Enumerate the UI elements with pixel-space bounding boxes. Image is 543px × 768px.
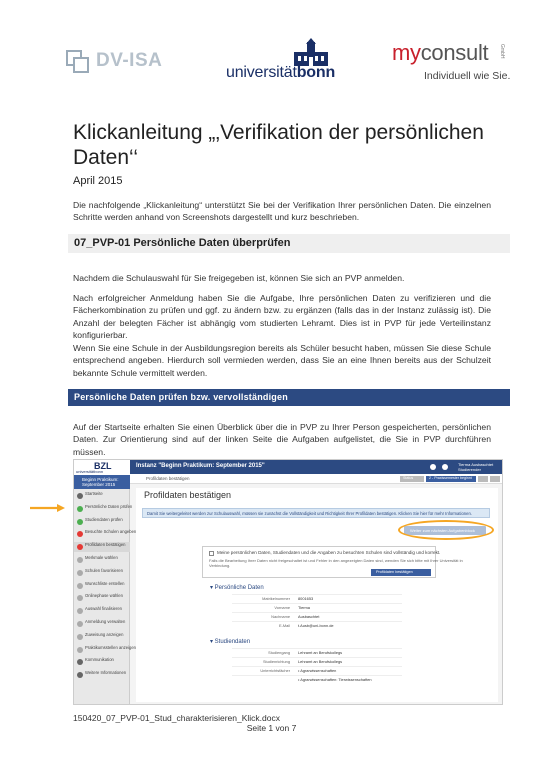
screenshot-steps [400,476,500,482]
sidebar-item[interactable] [74,644,136,655]
dvisa-logo-text: DV-ISA [96,50,163,71]
data-row [232,648,402,656]
step-status[interactable]: Status [400,476,424,482]
user-icon[interactable] [442,464,448,470]
paragraph-login: Nachdem die Schulauswahl für Sie freigegeben ist, können Sie sich an PVP anmelden. [73,273,405,283]
data-row [232,666,402,674]
sidebar-item-label: Studiendaten prüfen [85,516,123,522]
status-dot-icon [77,544,83,550]
footer-filename: 150420_07_PVP-01_Stud_charakterisieren_Klick.docx [73,713,280,723]
pvp-screenshot [73,459,503,705]
footer-page-number: Seite 1 von 7 [246,723,297,733]
confirm-panel: Meine persönlichen Daten, Studiendaten und die Angaben zu besuchten Schulen sind vollständig und korrekt. Falls die Bearbeitung Ihrer Daten nicht freigeschaltet ist und Fehler in den angezeigten Daten sind, wenden Sie sich bitte mit Ihrer Universität in Verbindung. Profildaten bestätigen [202,546,436,578]
intro-paragraph: Die nachfolgende „Klickanleitung“ unterstützt Sie bei der Verifikation Ihrer persönlichen Daten. Die einzelnen Schritte werden anhand von Screenshots dargestellt und kurz beschrieben. [73,200,491,223]
status-dot-icon [77,621,83,627]
sidebar-item[interactable] [74,593,130,603]
sidebar-item-label: Persönliche Daten prüfen [85,503,133,509]
sidebar-item-label: Onlinephase wählen [85,593,123,599]
data-row-value: t.Ausb@uni-bonn.de [298,623,334,628]
data-row-value: Lehramt an Berufskollegs [298,650,343,655]
data-row-key: Studiengang [268,650,290,655]
data-row [232,612,402,620]
arrow-right-icon [30,503,66,513]
highlight-ellipse [398,520,494,540]
screenshot-topbar: Instanz "Beginn Praktikum: September 2015" Tierma Ausbaschtet Studierender [130,460,503,474]
status-dot-icon [77,557,83,563]
info-icon[interactable] [430,464,436,470]
myconsult-tagline: Individuell wie Sie. [424,70,511,82]
sidebar-item-label: Praktikumsstellen anzeigen [85,644,136,650]
sidebar-item[interactable] [74,517,130,527]
sidebar-item[interactable] [74,619,130,629]
data-row [232,675,402,683]
sidebar-item-label: Anmeldung verwalten [85,619,126,624]
data-row-key: E-Mail [278,623,290,628]
data-row-value: • Agrarwissenschaften [298,668,337,673]
sidebar-item[interactable] [74,529,137,539]
data-row-value: Ausbaschtet [298,614,320,619]
screenshot-main [136,488,498,702]
personal-data-heading[interactable]: ▾ Persönliche Daten [210,585,264,591]
sidebar-item-label: Startseite [85,491,103,496]
status-dot-icon [77,506,83,512]
status-dot-icon [77,659,83,665]
status-dot-icon [77,647,83,653]
step-next[interactable] [478,476,488,482]
sidebar-item[interactable] [74,670,130,680]
sidebar-item-label: Kommunikation [85,657,114,663]
screenshot-breadcrumb: Profildaten bestätigen Status 2 - Praxissemester beginnt [130,474,503,484]
screenshot-brand: BZL universitätbonn [74,460,130,475]
status-dot-icon [77,519,83,525]
data-row-value: • Agrarwissenschaften: Tierwissenschaften [298,677,372,682]
sidebar-item[interactable] [74,606,130,616]
status-dot-icon [77,570,83,576]
screenshot-user[interactable]: Tierma Ausbaschtet Studierender [458,462,494,472]
subsection-heading: Persönliche Daten prüfen bzw. vervollständigen [68,389,510,406]
data-row-value: Lehramt an Berufskollegs [298,659,343,664]
sidebar-item-label: Profildaten bestätigen [85,542,126,548]
step-current[interactable]: 2 - Praxissemester beginnt [426,476,476,482]
bonn-building-icon [292,38,330,66]
dvisa-logo [66,48,166,76]
screenshot-sidebar [74,460,137,705]
sidebar-item[interactable] [74,581,130,591]
paragraph-overview: Auf der Startseite erhalten Sie einen Überblick über die in PVP zu Ihrer Person gespeicherten, persönlichen Daten. Zur Orientierung sind auf der linken Seite die Aufgaben aufgelistet, die Sie in PVP durchführen müssen. [73,422,491,457]
data-row-key: Studienrichtung [262,659,290,664]
myconsult-logo [392,40,511,88]
sidebar-item[interactable] [74,542,130,552]
status-dot-icon [77,672,83,678]
myconsult-wordmark: myconsult [392,40,489,65]
sidebar-item-label: Merkmale wählen [85,555,118,560]
data-row [232,594,402,602]
status-dot-icon [77,595,83,601]
step-last[interactable] [490,476,500,482]
screenshot-instance-selector[interactable]: Beginn Praktikum: September 2015 [74,475,130,489]
status-dot-icon [77,634,83,640]
data-row-key: Nachname [271,614,290,619]
myconsult-gmbh: GmbH [499,44,505,59]
sidebar-item-label: Auswahl finalisieren [85,606,123,612]
document-title: Klickanleitung „‚Verifikation der persönlichen Daten‘‘ [73,121,484,169]
confirm-checkbox[interactable] [209,551,214,556]
paragraph-schools: Wenn Sie eine Schule in der Ausbildungsregion bereits als Schüler besucht haben, müssen Sie diese Schule entsprechend angeben. Hierdurch soll vermieden werden, dass Sie an eine Ihnen bereits aus der Schulzeit bekannte Schule vermittelt werden. [73,343,491,378]
status-dot-icon [77,493,83,499]
uni-bonn-logo [226,38,346,82]
data-row-key: Matrikelnummer [262,596,290,601]
document-date: April 2015 [73,175,123,187]
sidebar-item-label: Weitere Informationen [85,670,127,676]
sidebar-item[interactable] [74,555,130,565]
sidebar-item[interactable] [74,657,130,667]
uni-bonn-wordmark: universitätbonn [226,64,336,81]
study-data-heading[interactable]: ▾ Studiendaten [210,639,251,645]
data-row [232,657,402,665]
data-row [232,621,402,629]
data-row-key: Vorname [274,605,290,610]
confirm-profile-button[interactable]: Profildaten bestätigen [371,569,431,576]
data-row [232,603,402,611]
dvisa-square-icon [73,57,89,73]
status-dot-icon [77,583,83,589]
next-block-button[interactable]: Weiter zum nächsten Aufgabenblock [404,526,486,535]
screenshot-page-heading: Profildaten bestätigen [144,490,232,500]
sidebar-item[interactable] [74,632,130,642]
status-dot-icon [77,531,83,537]
sidebar-item[interactable] [74,568,130,578]
data-row-value: 8001653 [298,596,314,601]
status-dot-icon [77,608,83,614]
sidebar-item[interactable] [74,503,133,514]
paragraph-task: Nach erfolgreicher Anmeldung haben Sie die Aufgabe, Ihre persönlichen Daten zu verifizieren und die Fächerkombination zu prüfen und ggf. zu ändern bzw. zu ergänzen (falls das in der Instanz zulässig ist). Die Anzahl der belegten Fächer ist abhängig vom studierten Lehramt. Dies ist in PVP für jede Verteilinstanz konfigurierbar. [73,293,491,340]
section-heading: 07_PVP-01 Persönliche Daten überprüfen [68,234,510,253]
data-row-key: Unterrichtsfächer [260,668,290,673]
sidebar-item-label: Besuchte Schulen angeben [85,529,137,535]
data-row-value: Tierma [298,605,310,610]
sidebar-item-label: Zuweisung anzeigen [85,631,124,637]
sidebar-item-label: Schulen favorisieren [85,567,123,573]
sidebar-item-label: Wunschliste erstellen [85,580,125,586]
screenshot-info-alert: Damit Sie weitergeleitet werden zur Schulauswahl, müssen sie zunächst die Vollständigkeit und Richtigkeit Ihrer Profildaten bestätigen. Klicken Sie hier für mehr Informationen. [142,508,490,518]
sidebar-item[interactable] [74,491,130,501]
